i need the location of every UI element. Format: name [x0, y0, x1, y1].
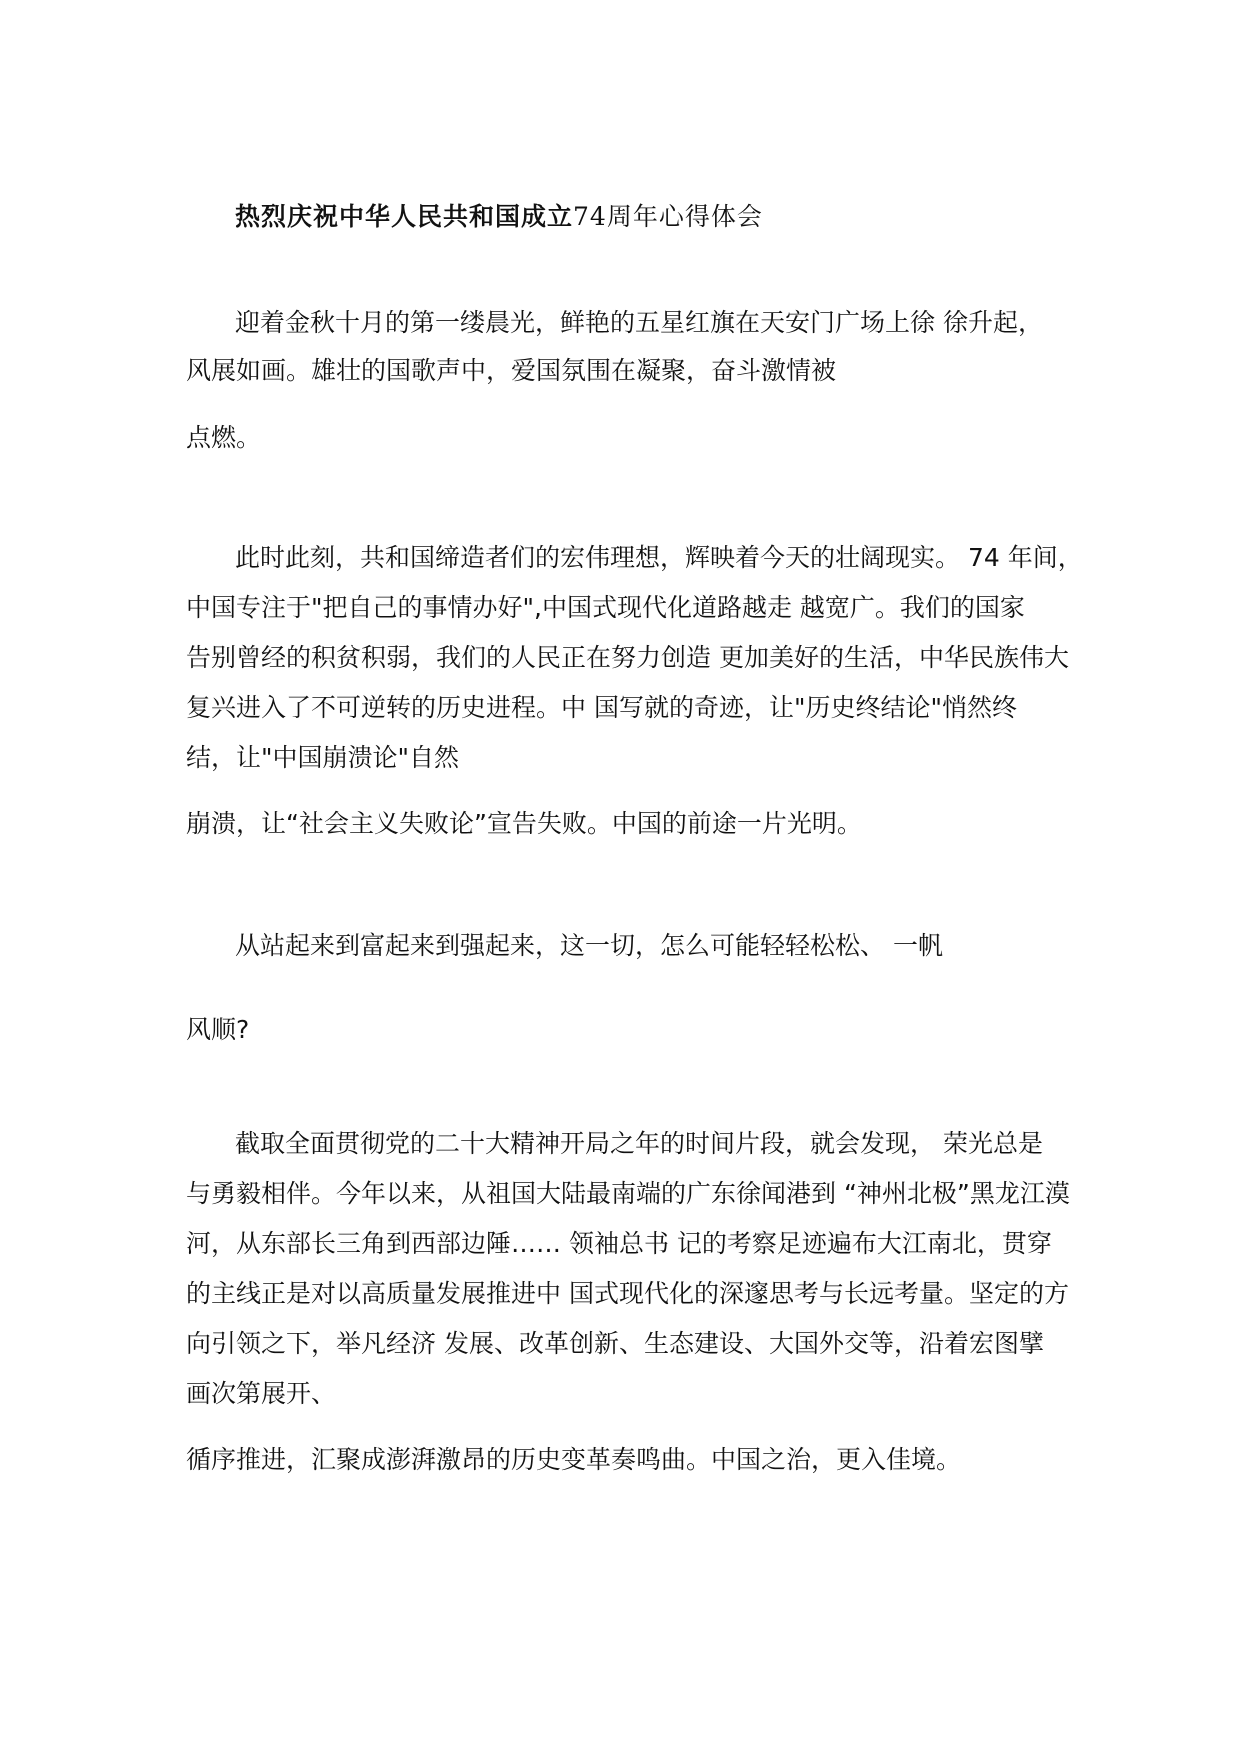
paragraph-4-line-4: 的主线正是对以高质量发展推进中 国式现代化的深邃思考与长远考量。坚定的方 [186, 1279, 1069, 1308]
paragraph-1-line-1: 迎着金秋十月的第一缕晨光，鲜艳的五星红旗在天安门广场上徐 徐升起， [235, 308, 1043, 337]
paragraph-4-line-2: 与勇毅相伴。今年以来，从祖国大陆最南端的广东徐闻港到 “神州北极”黑龙江漠 [186, 1179, 1070, 1208]
title-number: 74 [573, 202, 607, 231]
paragraph-1-line-2: 风展如画。雄壮的国歌声中，爱国氛围在凝聚，奋斗激情被 [186, 356, 837, 385]
paragraph-4-line-1: 截取全面贯彻党的二十大精神开局之年的时间片段，就会发现， 荣光总是 [235, 1129, 1043, 1158]
title-main: 热烈庆祝中华人民共和国成立 [235, 202, 574, 231]
paragraph-2-line-5: 结，让"中国崩溃论"自然 [186, 743, 459, 772]
paragraph-4-line-6: 画次第展开、 [186, 1379, 337, 1408]
paragraph-4-line-5: 向引领之下，举凡经济 发展、改革创新、生态建设、大国外交等，沿着宏图擘 [186, 1329, 1044, 1358]
paragraph-3-line-1: 从站起来到富起来到强起来，这一切，怎么可能轻轻松松、 一帆 [235, 931, 943, 960]
paragraph-3-line-2: 风顺? [186, 1015, 250, 1044]
paragraph-4-line-3: 河，从东部长三角到西部边陲…… 领袖总书 记的考察足迹遍布大江南北，贯穿 [186, 1229, 1052, 1258]
paragraph-2-line-6: 崩溃，让“社会主义失败论”宣告失败。中国的前途一片光明。 [186, 809, 862, 838]
paragraph-2-line-1: 此时此刻，共和国缔造者们的宏伟理想，辉映着今天的壮阔现实。 74 年间， [235, 543, 1083, 572]
paragraph-1-line-3: 点燃。 [186, 423, 262, 452]
title-suffix: 周年心得体会 [606, 202, 763, 231]
paragraph-4-line-7: 循序推进，汇聚成澎湃激昂的历史变革奏鸣曲。中国之治，更入佳境。 [186, 1445, 962, 1474]
paragraph-2-line-4: 复兴进入了不可逆转的历史进程。中 国写就的奇迹，让"历史终结论"悄然终 [186, 693, 1017, 722]
document-title [235, 197, 763, 233]
paragraph-2-line-3: 告别曾经的积贫积弱，我们的人民正在努力创造 更加美好的生活，中华民族伟大 [186, 643, 1069, 672]
paragraph-2-line-2: 中国专注于"把自己的事情办好",中国式现代化道路越走 越宽广。我们的国家 [186, 593, 1025, 622]
